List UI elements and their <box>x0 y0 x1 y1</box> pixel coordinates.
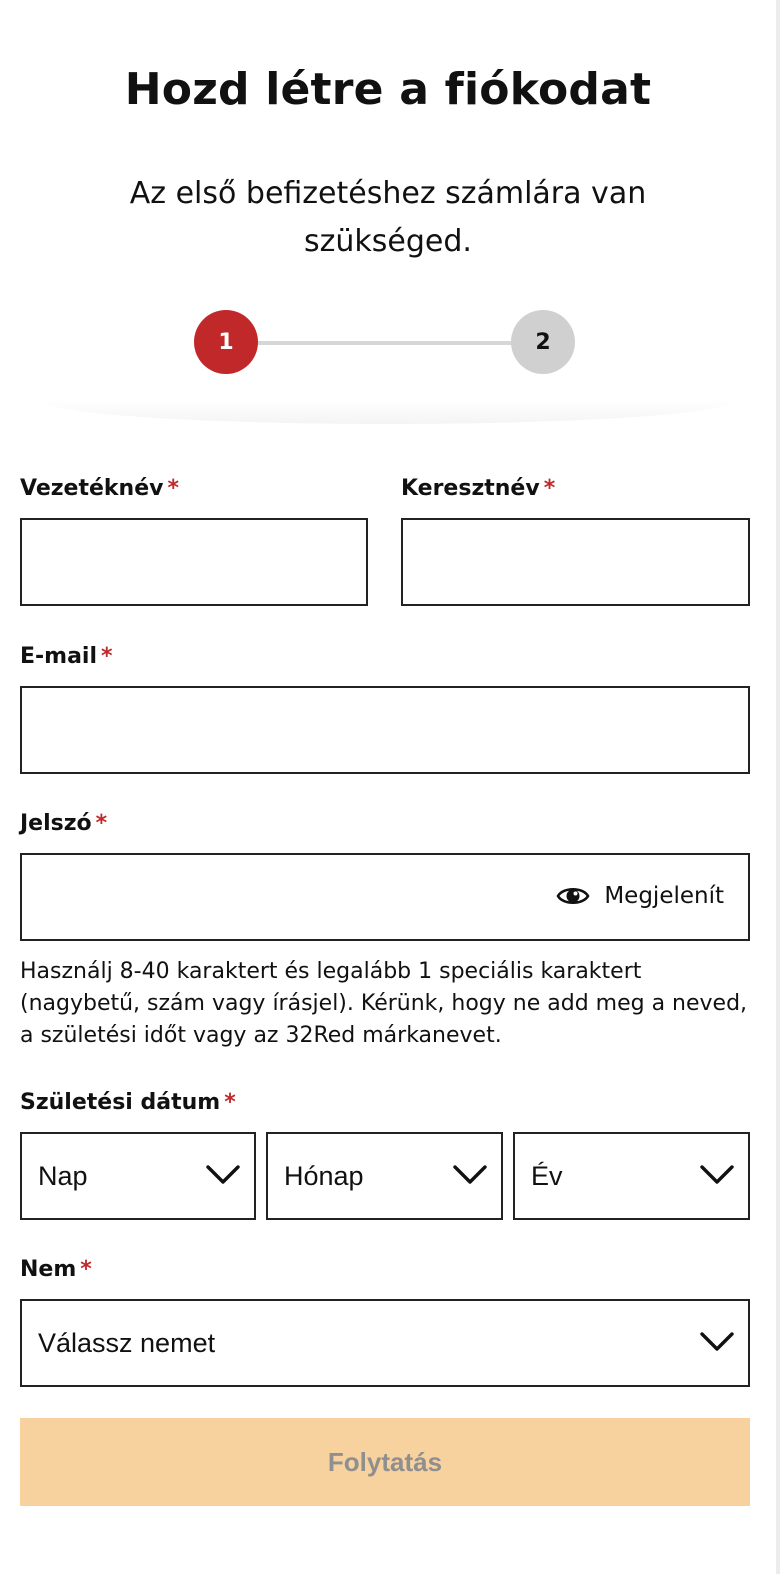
last-name-label: Vezetéknév * <box>20 476 179 501</box>
birth-month-value: Hónap <box>284 1160 364 1191</box>
required-mark: * <box>167 476 179 501</box>
birth-day-select[interactable] <box>20 1132 256 1220</box>
page-subtitle: Az első befizetéshez számlára van szükséged. <box>129 176 647 259</box>
required-mark: * <box>543 476 556 501</box>
page-title: Hozd létre a fiókodat <box>124 64 652 115</box>
continue-button[interactable]: Folytatás <box>20 1418 750 1506</box>
first-name-label: Keresztnév * <box>401 476 556 501</box>
eye-icon <box>556 879 590 913</box>
required-mark: * <box>224 1090 236 1115</box>
password-input[interactable] <box>20 853 750 941</box>
chevron-down-icon <box>206 1164 240 1186</box>
birth-year-value: Év <box>531 1160 563 1191</box>
password-label: Jelszó * <box>20 811 108 836</box>
gender-value: Válassz nemet <box>38 1327 216 1358</box>
show-password-toggle[interactable] <box>556 879 724 913</box>
email-input[interactable] <box>20 686 750 774</box>
header-divider <box>40 400 736 424</box>
first-name-input[interactable] <box>401 518 750 606</box>
scrollbar[interactable] <box>776 0 780 1574</box>
gender-select[interactable] <box>20 1299 750 1387</box>
last-name-input[interactable] <box>20 518 368 606</box>
email-label: E-mail * <box>20 644 113 669</box>
chevron-down-icon <box>453 1164 487 1186</box>
show-password-label: Megjelenít <box>604 883 724 909</box>
chevron-down-icon <box>700 1331 734 1353</box>
chevron-down-icon <box>700 1164 734 1186</box>
birth-date-label: Születési dátum * <box>20 1090 236 1115</box>
birth-day-value: Nap <box>38 1160 88 1191</box>
birth-year-select[interactable] <box>513 1132 750 1220</box>
gender-label: Nem * <box>20 1257 92 1282</box>
progress-stepper <box>194 310 576 376</box>
birth-month-select[interactable] <box>266 1132 503 1220</box>
password-hint: Használj 8-40 karaktert és legalább 1 speciális karaktert (nagybetű, szám vagy írásjel). Kérünk, hogy ne add meg a neved, a születési időt vagy az 32Red márkanevet. <box>20 959 748 1048</box>
step-1-indicator: 1 <box>194 310 258 374</box>
step-2-indicator: 2 <box>511 310 575 374</box>
required-mark: * <box>101 644 113 669</box>
required-mark: * <box>95 811 108 836</box>
stepper-connector <box>226 341 544 345</box>
required-mark: * <box>80 1257 92 1282</box>
